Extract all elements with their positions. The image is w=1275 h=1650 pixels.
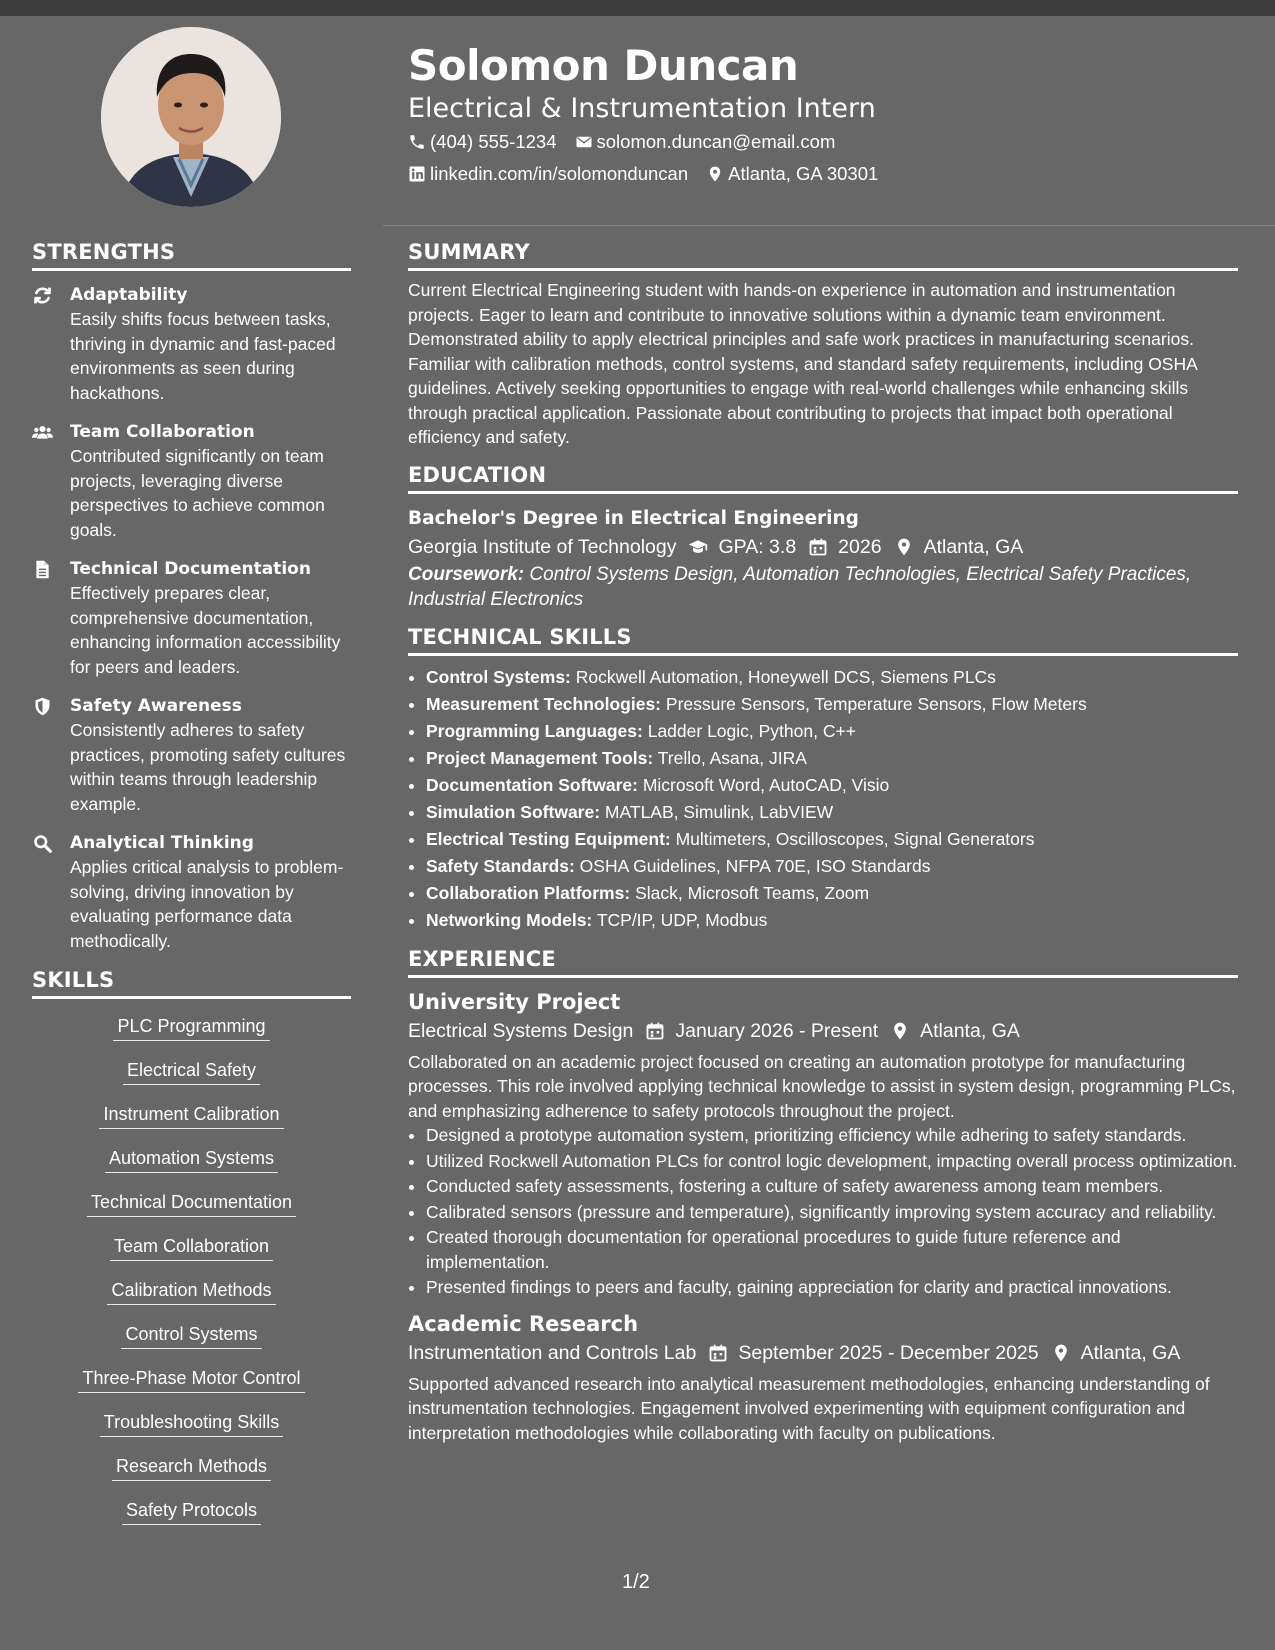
phone-text: (404) 555-1234	[430, 131, 557, 152]
skill-values: Microsoft Word, AutoCAD, Visio	[642, 774, 890, 795]
experience-section	[408, 947, 1238, 1446]
list-item	[426, 718, 1238, 745]
strength-desc: Easily shifts focus between tasks, thriving in dynamic and fast-paced environments as seen during hackathons.	[70, 309, 336, 403]
skill-tag: Safety Protocols	[122, 1498, 261, 1525]
skill-tag: Calibration Methods	[107, 1278, 275, 1305]
experience-entry	[408, 988, 1238, 1300]
left-column	[32, 240, 351, 1535]
strength-item	[32, 420, 351, 542]
school-name: Georgia Institute of Technology	[408, 535, 677, 558]
page-number: 1/2	[622, 1571, 650, 1593]
job-bullets	[408, 1123, 1238, 1300]
strength-item	[32, 557, 351, 679]
gpa: GPA: 3.8	[718, 535, 797, 558]
job-title: University Project	[408, 989, 621, 1014]
skill-tag: Technical Documentation	[87, 1190, 296, 1217]
education-heading: EDUCATION	[408, 463, 1238, 494]
skill-values: Ladder Logic, Python, C++	[647, 720, 856, 741]
job-location: Atlanta, GA	[1080, 1341, 1181, 1364]
skill-category: Documentation Software:	[426, 774, 638, 795]
list-item	[426, 799, 1238, 826]
job-org: Electrical Systems Design	[408, 1019, 634, 1042]
skill-values: Rockwell Automation, Honeywell DCS, Siemens PLCs	[575, 666, 996, 687]
job-description: Collaborated on an academic project focused on creating an automation prototype for manufacturing processes. This role involved applying technical knowledge to assist in system design, programming PLCs, and emphasizing adherence to safety protocols throughout the project.	[408, 1051, 1236, 1121]
skill-values: Trello, Asana, JIRA	[657, 747, 807, 768]
skill-category: Control Systems:	[426, 666, 571, 687]
skill-values: Multimeters, Oscilloscopes, Signal Generators	[675, 828, 1035, 849]
skill-tag: Research Methods	[112, 1454, 271, 1481]
summary-text: Current Electrical Engineering student with hands-on experience in automation and instrumentation projects. Eager to learn and contribute to innovative solutions within a dynamic team environment. Demonstrated ability to apply electrical principles and safe work practices in manufacturing scenarios. Familiar with calibration methods, control systems, and standard safety requirements, including OSHA guidelines. Actively seeking opportunities to engage with real-world challenges while enhancing skills through practical application. Passionate about contributing to projects that impact both operational efficiency and safety.	[408, 280, 1197, 447]
profile-photo	[101, 27, 281, 207]
coursework-label: Coursework:	[408, 563, 525, 585]
strength-item	[32, 283, 351, 405]
summary-section	[408, 240, 1238, 450]
summary-heading: SUMMARY	[408, 240, 1238, 271]
graduation-cap-icon	[688, 537, 708, 557]
skills-heading: SKILLS	[32, 968, 351, 999]
list-item	[426, 772, 1238, 799]
strength-item	[32, 831, 351, 953]
list-item	[426, 907, 1238, 934]
top-bar	[0, 0, 1275, 16]
strengths-list	[32, 283, 351, 953]
skill-tag: Electrical Safety	[123, 1058, 260, 1085]
resume-header	[408, 40, 1238, 190]
skill-values: Pressure Sensors, Temperature Sensors, Flow Meters	[665, 693, 1087, 714]
strengths-heading: STRENGTHS	[32, 240, 351, 271]
linkedin-icon	[408, 165, 426, 183]
skill-tag: Instrument Calibration	[99, 1102, 283, 1129]
list-item: • Utilized Rockwell Automation PLCs for control logic development, impacting overall process optimization.	[426, 1149, 1238, 1174]
strength-name: Safety Awareness	[70, 696, 242, 716]
strength-desc: Contributed significantly on team projects, leveraging diverse perspectives to achieve common goals.	[70, 446, 325, 540]
map-pin-icon	[890, 1021, 910, 1041]
job-location: Atlanta, GA	[920, 1019, 1020, 1042]
job-meta	[408, 1338, 1238, 1368]
list-item	[426, 691, 1238, 718]
map-pin-icon	[1051, 1343, 1071, 1363]
skill-category: Safety Standards:	[426, 855, 575, 876]
skill-category: Networking Models:	[426, 909, 593, 930]
coursework-list: Control Systems Design, Automation Technologies, Electrical Safety Practices, Industrial Electronics	[408, 563, 1192, 610]
linkedin-text: linkedin.com/in/solomonduncan	[430, 163, 689, 184]
skills-list	[32, 1007, 351, 1535]
phone-icon	[408, 133, 426, 151]
list-item: • Conducted safety assessments, fostering a culture of safety awareness among team members.	[426, 1174, 1238, 1199]
technical-skills-section	[408, 625, 1238, 934]
skill-values: OSHA Guidelines, NFPA 70E, ISO Standards	[579, 855, 931, 876]
skill-category: Programming Languages:	[426, 720, 643, 741]
header-divider	[383, 225, 1275, 226]
map-pin-icon	[894, 537, 914, 557]
skill-category: Simulation Software:	[426, 801, 601, 822]
strength-desc: Effectively prepares clear, comprehensive documentation, enhancing information accessibility for peers and leaders.	[70, 583, 341, 677]
email-contact[interactable]	[575, 126, 836, 158]
skill-values: Slack, Microsoft Teams, Zoom	[635, 882, 870, 903]
education-location: Atlanta, GA	[923, 535, 1024, 558]
list-item	[426, 745, 1238, 772]
skill-tag: Troubleshooting Skills	[100, 1410, 283, 1437]
skill-tag: Three-Phase Motor Control	[78, 1366, 304, 1393]
email-icon	[575, 133, 593, 151]
job-dates: September 2025 - December 2025	[738, 1341, 1039, 1364]
shield-icon	[32, 694, 70, 816]
phone-contact[interactable]	[408, 126, 557, 158]
skill-category: Collaboration Platforms:	[426, 882, 631, 903]
graduation-year: 2026	[838, 535, 882, 558]
calendar-icon	[708, 1343, 728, 1363]
users-icon	[32, 420, 70, 542]
candidate-name: Solomon Duncan	[408, 41, 799, 90]
strength-item	[32, 694, 351, 816]
location-text: Atlanta, GA 30301	[728, 163, 879, 184]
skill-values: MATLAB, Simulink, LabVIEW	[604, 801, 834, 822]
skill-tag: PLC Programming	[113, 1014, 269, 1041]
list-item	[426, 826, 1238, 853]
education-meta	[408, 532, 1238, 562]
strength-name: Team Collaboration	[70, 422, 255, 442]
list-item: • Created thorough documentation for operational procedures to guide future reference and implementation.	[426, 1225, 1238, 1274]
coursework	[408, 562, 1238, 612]
location-contact	[706, 158, 878, 190]
list-item	[426, 880, 1238, 907]
list-item	[426, 853, 1238, 880]
experience-heading: EXPERIENCE	[408, 947, 1238, 978]
list-item	[426, 664, 1238, 691]
strength-name: Technical Documentation	[70, 559, 311, 579]
contact-info	[408, 126, 968, 190]
email-text: solomon.duncan@email.com	[596, 131, 836, 152]
candidate-role: Electrical & Instrumentation Intern	[408, 93, 876, 124]
list-item: • Designed a prototype automation system, prioritizing efficiency while adhering to safety standards.	[426, 1123, 1238, 1148]
degree-title: Bachelor's Degree in Electrical Engineering	[408, 507, 859, 529]
skill-tag: Team Collaboration	[110, 1234, 273, 1261]
education-section	[408, 463, 1238, 612]
sync-icon	[32, 283, 70, 405]
search-icon	[32, 831, 70, 953]
map-pin-icon	[706, 165, 724, 183]
skill-category: Project Management Tools:	[426, 747, 654, 768]
skill-tag: Automation Systems	[105, 1146, 278, 1173]
linkedin-contact[interactable]	[408, 158, 688, 190]
strength-name: Analytical Thinking	[70, 833, 254, 853]
job-org: Instrumentation and Controls Lab	[408, 1341, 697, 1364]
technical-skills-list	[408, 664, 1238, 934]
strength-name: Adaptability	[70, 285, 188, 305]
main-column	[408, 240, 1238, 1458]
skill-tag: Control Systems	[121, 1322, 261, 1349]
list-item: • Calibrated sensors (pressure and temperature), significantly improving system accuracy and reliability.	[426, 1200, 1238, 1225]
technical-skills-heading: TECHNICAL SKILLS	[408, 625, 1238, 656]
calendar-icon	[645, 1021, 665, 1041]
strength-desc: Applies critical analysis to problem-solving, driving innovation by evaluating performance data methodically.	[70, 857, 344, 951]
skill-category: Measurement Technologies:	[426, 693, 662, 714]
list-item: • Presented findings to peers and faculty, gaining appreciation for clarity and practical innovations.	[426, 1275, 1238, 1300]
skill-category: Electrical Testing Equipment:	[426, 828, 671, 849]
calendar-icon	[808, 537, 828, 557]
job-description: Supported advanced research into analytical measurement methodologies, enhancing understanding of instrumentation technologies. Engagement involved experimenting with equipment configuration and interpretation methodologies while collaborating with faculty on publications.	[408, 1373, 1210, 1443]
strength-desc: Consistently adheres to safety practices, promoting safety cultures within teams through leadership example.	[70, 720, 346, 814]
document-icon	[32, 557, 70, 679]
job-title: Academic Research	[408, 1311, 639, 1336]
experience-entry	[408, 1310, 1238, 1446]
skill-values: TCP/IP, UDP, Modbus	[596, 909, 768, 930]
job-meta	[408, 1016, 1238, 1046]
job-dates: January 2026 - Present	[675, 1019, 879, 1042]
